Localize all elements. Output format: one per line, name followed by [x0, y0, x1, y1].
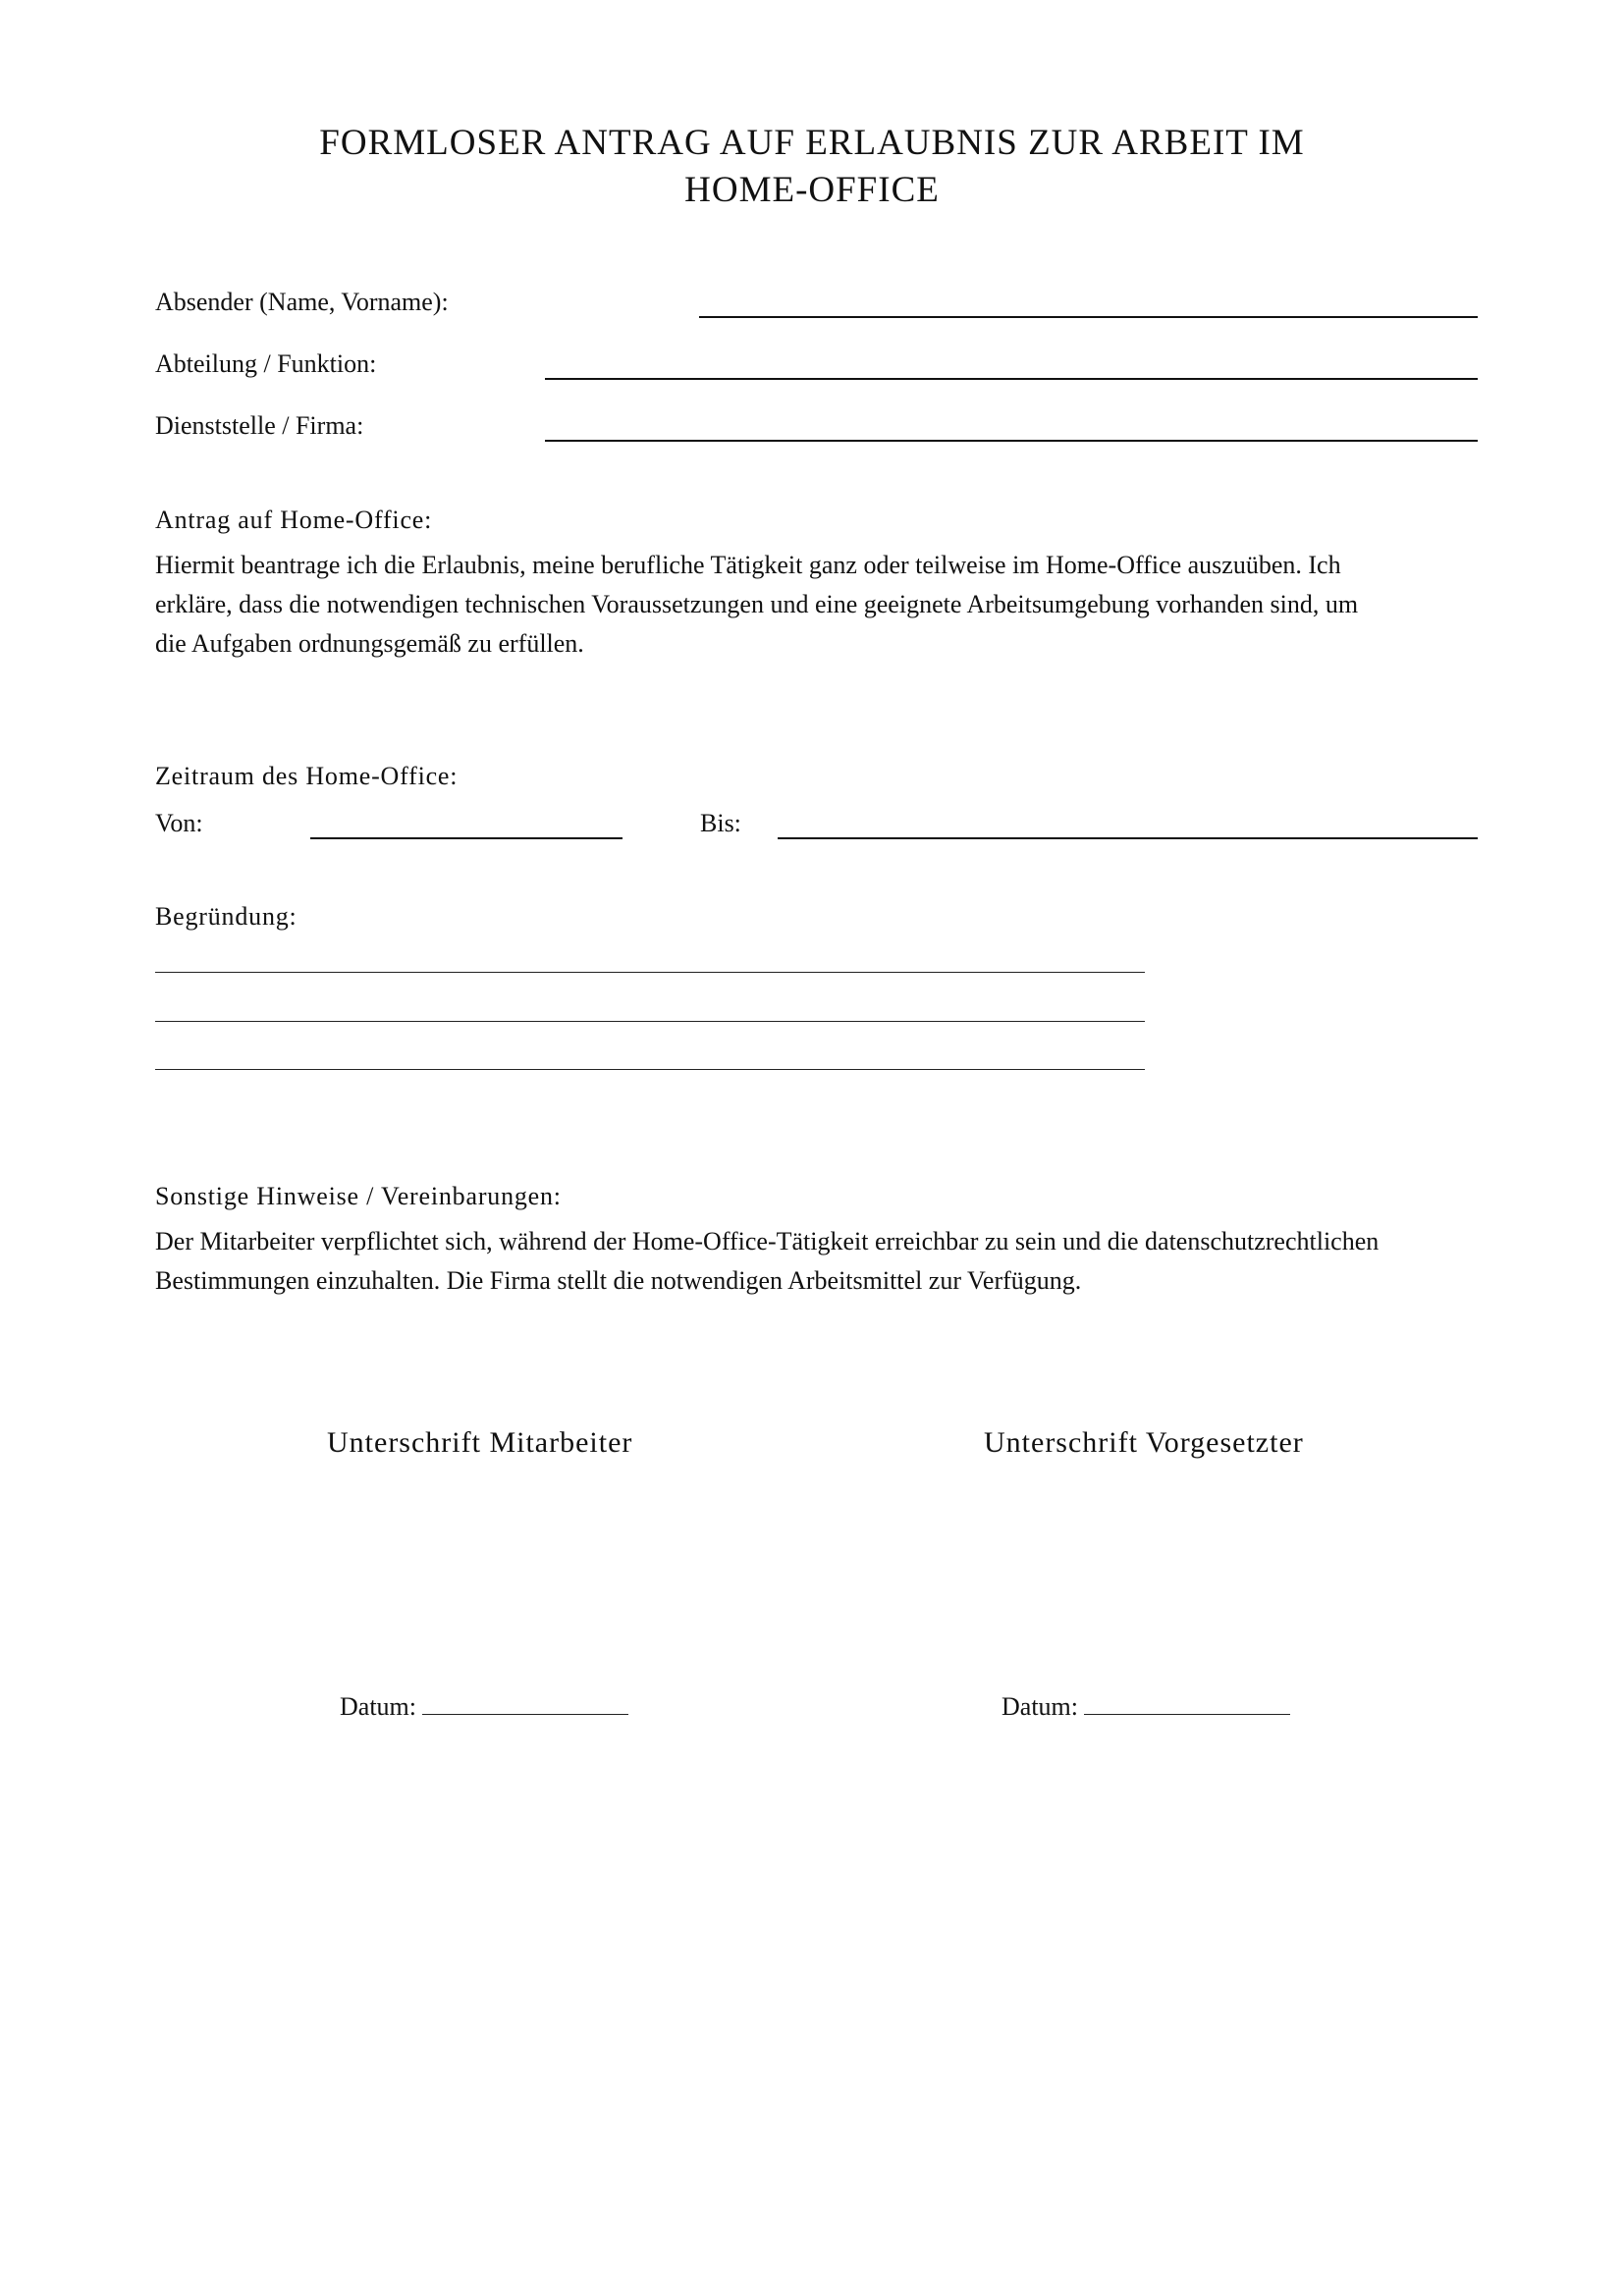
supervisor-date	[1001, 1690, 1290, 1723]
request-heading: Antrag auf Home-Office:	[155, 506, 433, 534]
employee-date-label: Datum:	[340, 1692, 416, 1721]
to-date-field[interactable]	[778, 837, 1478, 839]
to-label: Bis:	[700, 809, 741, 837]
department-field[interactable]	[545, 378, 1478, 380]
sender-field[interactable]	[699, 316, 1478, 318]
request-line-2: erkläre, dass die notwendigen technischen Voraussetzungen und eine geeignete Arbeitsumgebung vorhanden sind, um	[155, 590, 1359, 618]
reason-heading: Begründung:	[155, 902, 298, 931]
title-line-1: FORMLOSER ANTRAG AUF ERLAUBNIS ZUR ARBEIT IM	[319, 123, 1305, 163]
supervisor-signature-label: Unterschrift Vorgesetzter	[984, 1426, 1304, 1459]
page-title	[0, 120, 1624, 214]
notes-line-1: Der Mitarbeiter verpflichtet sich, während der Home-Office-Tätigkeit erreichbar zu sein und die datenschutzrechtlichen	[155, 1227, 1380, 1255]
supervisor-date-field[interactable]	[1084, 1690, 1290, 1715]
employee-date	[340, 1690, 628, 1723]
title-line-2: HOME-OFFICE	[684, 170, 940, 210]
period-heading: Zeitraum des Home-Office:	[155, 762, 459, 790]
request-line-3: die Aufgaben ordnungsgemäß zu erfüllen.	[155, 629, 584, 658]
sender-label: Absender (Name, Vorname):	[155, 288, 449, 316]
office-field[interactable]	[545, 440, 1478, 442]
department-label: Abteilung / Funktion:	[155, 349, 377, 378]
supervisor-date-label: Datum:	[1001, 1692, 1078, 1721]
request-text	[155, 546, 1358, 664]
from-label: Von:	[155, 809, 203, 837]
reason-line-1[interactable]	[155, 972, 1145, 973]
employee-date-field[interactable]	[422, 1690, 628, 1715]
office-label: Dienststelle / Firma:	[155, 411, 364, 440]
notes-heading: Sonstige Hinweise / Vereinbarungen:	[155, 1182, 562, 1210]
request-line-1: Hiermit beantrage ich die Erlaubnis, meine berufliche Tätigkeit ganz oder teilweise im Home-Office auszuüben. Ich	[155, 551, 1341, 579]
reason-line-3[interactable]	[155, 1069, 1145, 1070]
notes-line-2: Bestimmungen einzuhalten. Die Firma stellt die notwendigen Arbeitsmittel zur Verfügung.	[155, 1266, 1082, 1295]
reason-line-2[interactable]	[155, 1021, 1145, 1022]
from-date-field[interactable]	[310, 837, 623, 839]
notes-text	[155, 1222, 1379, 1301]
employee-signature-label: Unterschrift Mitarbeiter	[327, 1426, 633, 1459]
